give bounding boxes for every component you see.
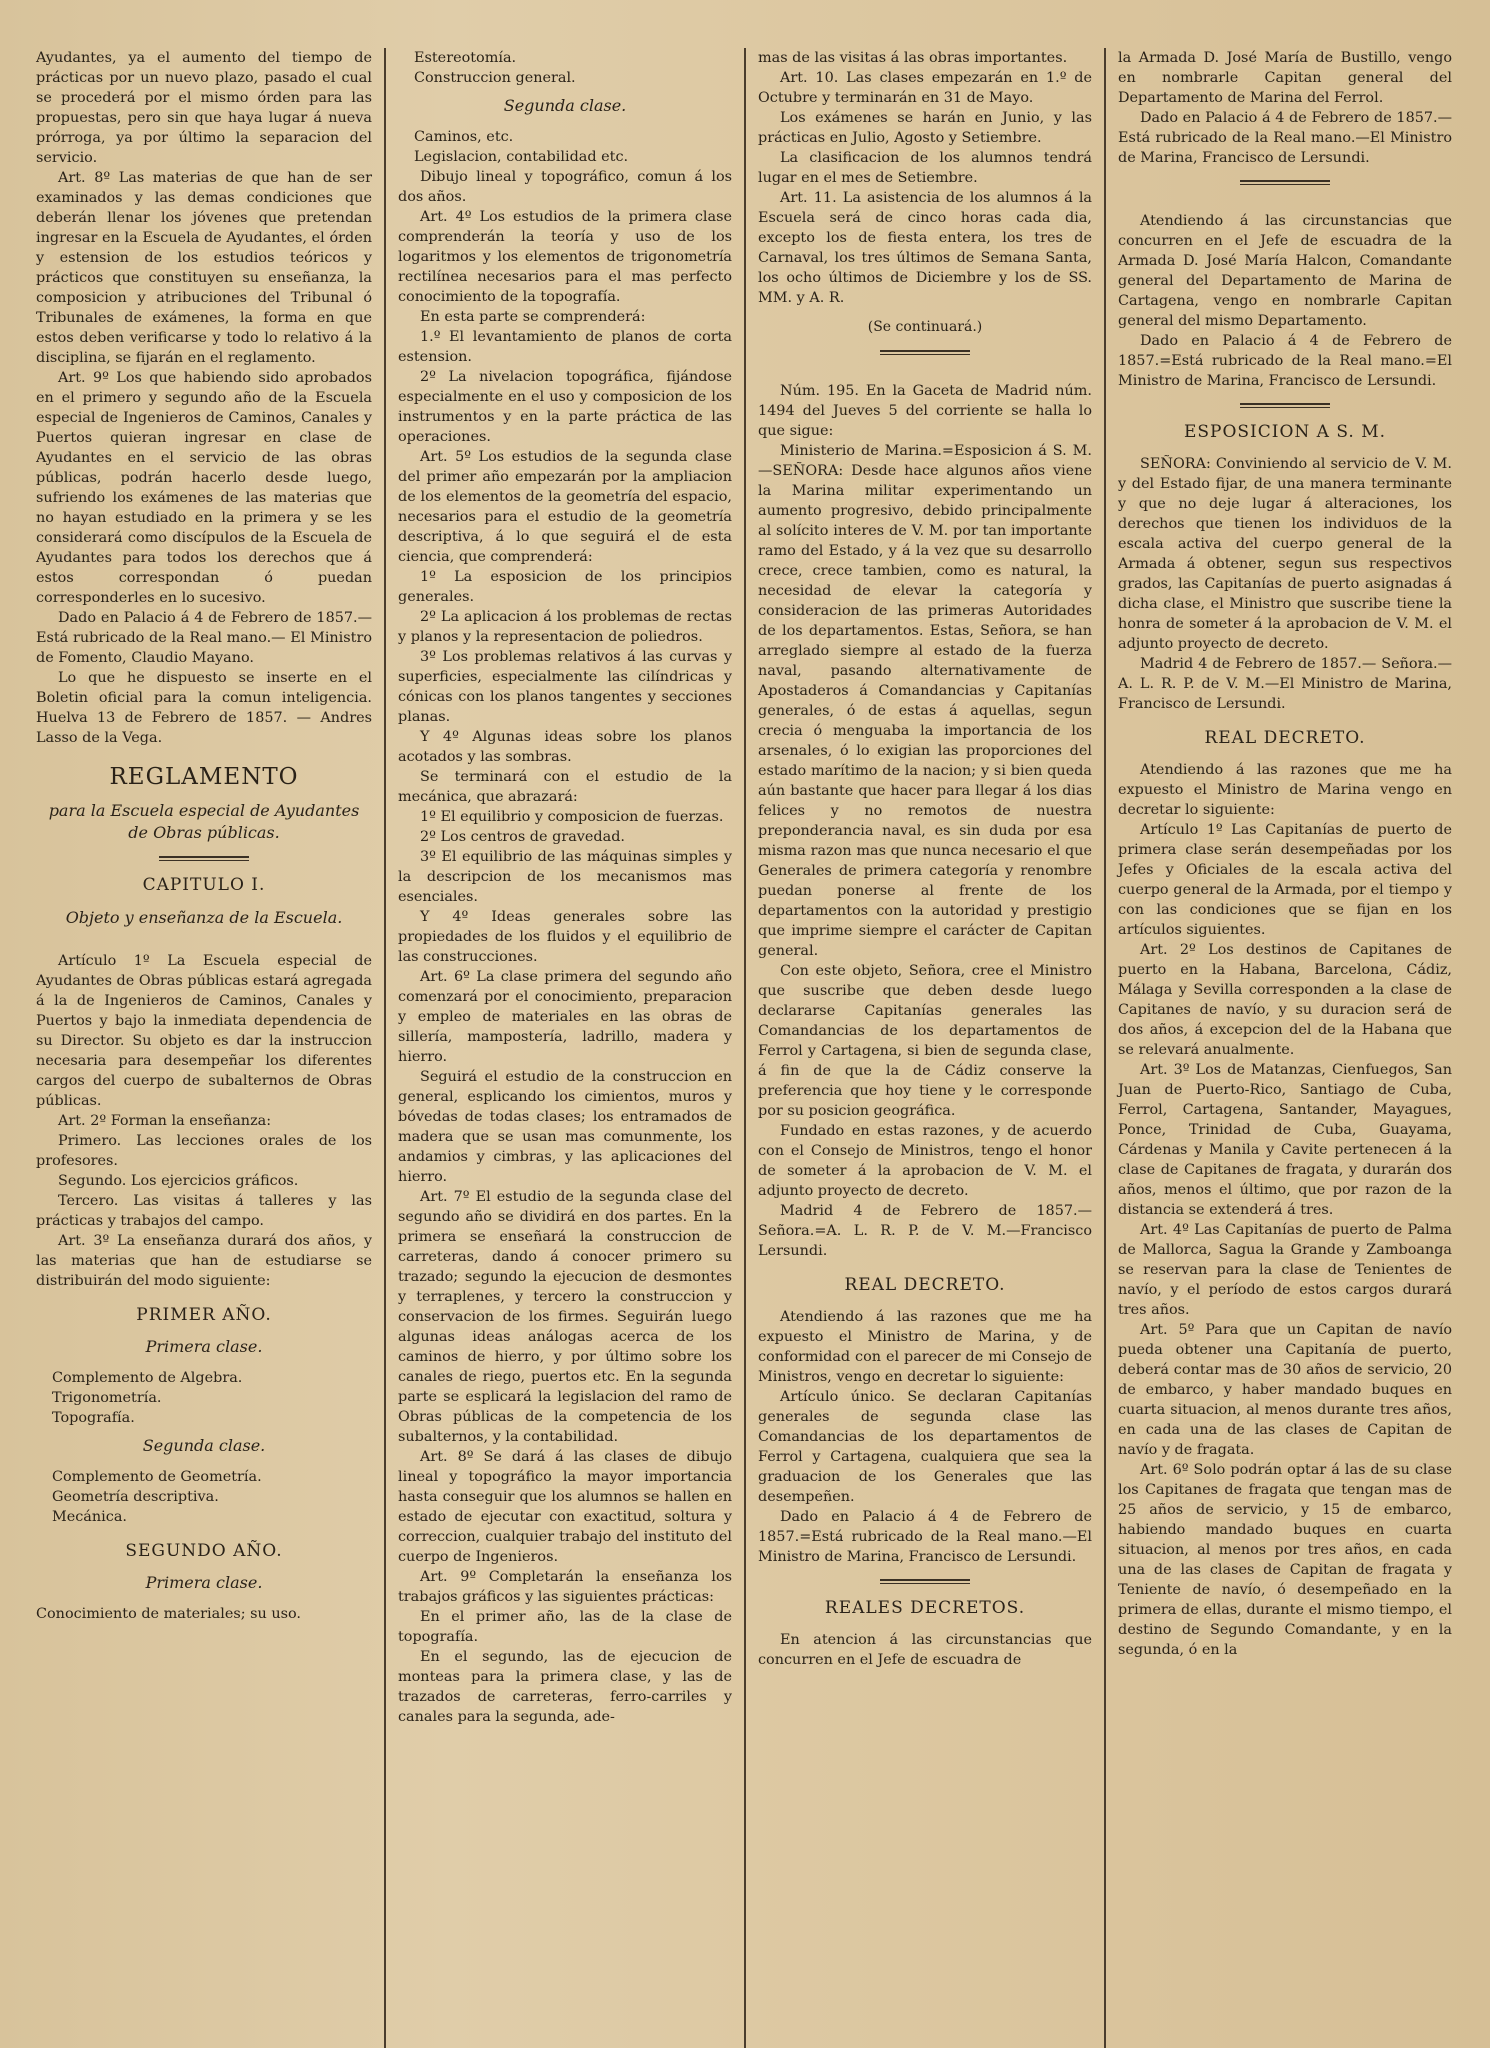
paragraph: la Armada D. José María de Bustillo, vengo en nombrarle Capitan general del Departamento de Marina del Ferrol. [1118,50,1452,106]
paragraph: 3º El equilibrio de las máquinas simples y la descripcion de los mecanismos mas esenciales. [398,849,732,905]
paragraph: Seguirá el estudio de la construccion en general, esplicando los cimientos, muros y bóvedas de todas clases; los entramados de madera que se usan mas comunmente, los andamios y cimbras, y las aplicaciones del hierro. [398,1069,732,1185]
paragraph: En el segundo, las de ejecucion de monteas para la primera clase, y las de trazados de carreteras, ferro-carriles y canales para la segunda, ade- [398,1649,732,1725]
paragraph: Art. 10. Las clases empezarán en 1.º de Octubre y terminarán en 31 de Mayo. [758,70,1092,106]
paragraph: Dado en Palacio á 4 de Febrero de 1857.— Está rubricado de la Real mano.— El Ministro de Fomento, Claudio Mayano. [36,610,372,666]
paragraph: Atendiendo á las circunstancias que concurren en el Jefe de escuadra de la Armada D. José María Halcon, Comandante general del Departamento de Marina de Cartagena, vengo en nombrarle Capitan general del mismo Departamento. [1118,213,1452,329]
paragraph: 1º La esposicion de los principios generales. [398,569,732,605]
columns [24,48,1466,2048]
divider [159,856,249,861]
paragraph: Art. 9º Los que habiendo sido aprobados en el primero y segundo año de la Escuela especial de Ingenieros de Caminos, Canales y Puertos quieran ingresar en clase de Ayudantes en el servicio de las obras públicas, podrán hacerlo desde luego, sufriendo los exámenes de las materias que no hayan estudiado en la primera y se les considerará como discípulos de la Escuela de Ayudantes para todos los derechos que á estos correspondan ó puedan corresponderles en lo sucesivo. [36,370,372,606]
segundo-ano-title: SEGUNDO AÑO. [125,1541,283,1561]
list-item: Construccion general. [414,70,576,86]
paragraph: Los exámenes se harán en Junio, y las prácticas en Julio, Agosto y Setiembre. [758,110,1092,146]
paragraph: Art. 2º Forman la enseñanza: [58,1113,272,1129]
paragraph: En esta parte se comprenderá: [420,309,646,325]
paragraph: 2º La aplicacion á los problemas de rectas y planos y la representacion de poliedros. [398,609,732,645]
paragraph: Dado en Palacio á 4 de Febrero de 1857.—Está rubricado de la Real mano.—El Ministro de Marina, Francisco de Lersundi. [1118,110,1452,166]
column-3 [744,48,1104,2048]
paragraph: Atendiendo á las razones que me ha expuesto el Ministro de Marina vengo en decretar lo siguiente: [1118,762,1452,818]
primer-ano-title: PRIMER AÑO. [136,1305,272,1325]
paragraph: Atendiendo á las razones que me ha expuesto el Ministro de Marina, y de conformidad con el parecer de mi Consejo de Ministros, vengo en decretar lo siguiente: [758,1309,1092,1385]
paragraph: Art. 3º La enseñanza durará dos años, y las materias que han de estudiarse se distribuirán del modo siguiente: [36,1233,372,1289]
paragraph: Artículo 1º Las Capitanías de puerto de primera clase serán desempeñadas por los Jefes y Oficiales de la escala activa del cuerpo general de la Armada, por el tiempo y con las condiciones que se fijan en los artículos siguientes. [1118,822,1452,938]
paragraph: Art. 8º Las materias de que han de ser examinados y las demas condiciones que deberán llenar los jóvenes que pretendan ingresar en la Escuela de Ayudantes, el órden y estension de los estudios teóricos y prácticos que constituyen su enseñanza, la composicion y atribuciones del Tribunal ó Tribunales de exámenes, la forma en que estos deben verificarse y todo lo relativo á la disciplina, se fijarán en el reglamento. [36,170,372,366]
column-4 [1104,48,1464,2048]
paragraph: SEÑORA: Conviniendo al servicio de V. M. y del Estado fijar, de una manera terminante y que no deje lugar á alteraciones, los derechos que tienen los individuos de la escala activa del cuerpo general de la Armada á obtener, segun sus respectivos grados, las Capitanías de puerto asignadas á dicha clase, el Ministro que suscribe tiene la honra de someter á la aprobacion de V. M. el adjunto proyecto de decreto. [1118,456,1452,652]
paragraph: Art. 6º La clase primera del segundo año comenzará por el conocimiento, preparacion y empleo de materiales en las obras de sillería, mampostería, ladrillo, madera y hierro. [398,969,732,1065]
list-item: Trigonometría. [52,1390,162,1406]
paragraph: Ministerio de Marina.=Esposicion á S. M.—SEÑORA: Desde hace algunos años viene la Marina militar experimentando un aumento progresivo, debido principalmente al solícito interes de V. M. por tan importante ramo del Estado, y á la vez que su desarrollo crece, crece tambien, como es natural, la necesidad de elevar la categoría y consideracion de las primeras Autoridades de los departamentos. Estas, Señora, se han arreglado siempre al estado de la fuerza naval, pasando alternativamente de Apostaderos á Comandancias y Capitanías generales, ó de estas á aquellas, segun crecia ó menguaba la importancia de los arsenales, ó lo exigian las proporciones del estado marítimo de la nacion; y si bien queda aún bastante que hacer para llegar á los dias felices y no remotos de nuestra preponderancia naval, es sin duda por esa misma razon mas que nunca necesario el que Generales de primera categoría y renombre puedan ponerse al frente de los departamentos con la autoridad y prestigio que imprime siempre el carácter de Capitan general. [758,443,1092,959]
paragraph: Art. 6º Solo podrán optar á las de su clase los Capitanes de fragata que tengan mas de 25 años de servicio, y 15 de embarco, habiendo mandado buques en cuarta situacion, al menos por tres años, en cada una de las clases de Capitan de fragata y Teniente de navío, ó desempeñado en la primera de ellas, durante el mismo tiempo, el destino de Segundo Comandante, y en la segunda, ó en la [1118,1462,1452,1658]
reglamento-title: REGLAMENTO [109,764,299,790]
real-decreto-heading: REAL DECRETO. [844,1275,1006,1295]
paragraph: Núm. 195. En la Gaceta de Madrid núm. 1494 del Jueves 5 del corriente se halla lo que sigue: [758,383,1092,439]
paragraph: 1º El equilibrio y composicion de fuerzas. [420,809,724,825]
paragraph: Con este objeto, Señora, cree el Ministro que suscribe que deben desde luego declararse Capitanías generales las Comandancias de los departamentos de Ferrol y Cartagena, si bien de segunda clase, á fin de que la de Cádiz conserve la preferencia que hoy tiene y le corresponde por su posicion geográfica. [758,963,1092,1119]
paragraph: Artículo 1º La Escuela especial de Ayudantes de Obras públicas estará agregada á la de Ingenieros de Caminos, Canales y Puertos y bajo la inmediata dependencia de su Director. Su objeto es dar la instruccion necesaria para desempeñar los diferentes cargos del cuerpo de subalternos de Obras públicas. [36,953,372,1109]
divider [1240,403,1330,408]
paragraph: Madrid 4 de Febrero de 1857.— Señora.—A. L. R. P. de V. M.—El Ministro de Marina, Francisco de Lersundi. [1118,656,1452,712]
paragraph: Y 4º Ideas generales sobre las propiedades de los fluidos y el equilibrio de las construcciones. [398,909,732,965]
paragraph: Art. 11. La asistencia de los alumnos á la Escuela será de cinco horas cada dia, excepto los de fiesta entera, los tres de Carnaval, los tres últimos de Semana Santa, los ocho últimos de Diciembre y los de SS. MM. y A. R. [758,190,1092,306]
reglamento-subtitle: para la Escuela especial de Ayudantes de Obras públicas. [48,801,360,842]
clase-heading: Segunda clase. [503,96,627,115]
real-decreto-heading: REAL DECRETO. [1204,728,1366,748]
paragraph: Tercero. Las visitas á talleres y las prácticas y trabajos del campo. [36,1193,372,1229]
reales-decretos-heading: REALES DECRETOS. [824,1598,1026,1618]
paragraph: Dibujo lineal y topográfico, comun á los dos años. [398,169,732,205]
paragraph: Conocimiento de materiales; su uso. [36,1606,302,1622]
paragraph: Art. 5º Para que un Capitan de navío pueda obtener una Capitanía de puerto, deberá contar mas de 30 años de servicio, 20 de embarco, y haber mandado buques en cuarta situacion, al menos durante tres años, en cada una de las clases de Capitan de navío y de fragata. [1118,1322,1452,1458]
paragraph: Primero. Las lecciones orales de los profesores. [36,1133,372,1169]
divider [1240,180,1330,185]
column-1 [24,48,384,2048]
esposicion-heading: ESPOSICION A S. M. [1183,422,1387,442]
clase-heading: Segunda clase. [142,1436,266,1455]
paragraph: Y 4º Algunas ideas sobre los planos acotados y las sombras. [398,729,732,765]
list-item: Complemento de Algebra. [52,1370,243,1386]
list-item: Complemento de Geometría. [52,1469,262,1485]
divider [880,1579,970,1584]
paragraph: Art. 4º Los estudios de la primera clase comprenderán la teoría y uso de los logaritmos y los elementos de trigonometría rectilínea necesarios para el mas perfecto conocimiento de la topografía. [398,209,732,305]
paragraph: 3º Los problemas relativos á las curvas y superficies, especialmente las cilíndricas y cónicas con los planos tangentes y secciones planas. [398,649,732,725]
list-item: Legislacion, contabilidad etc. [414,149,629,165]
capitulo-subtitle: Objeto y enseñanza de la Escuela. [65,908,343,927]
paragraph: mas de las visitas á las obras importantes. [758,50,1068,66]
paragraph: Segundo. Los ejercicios gráficos. [58,1173,299,1189]
paragraph: En el primer año, las de la clase de topografía. [398,1609,732,1645]
list-item: Estereotomía. [414,50,517,66]
paragraph: Fundado en estas razones, y de acuerdo con el Consejo de Ministros, tengo el honor de someter á la aprobacion de V. M. el adjunto proyecto de decreto. [758,1123,1092,1199]
paragraph: La clasificacion de los alumnos tendrá lugar en el mes de Setiembre. [758,150,1092,186]
paragraph: 2º La nivelacion topográfica, fijándose especialmente en el uso y composicion de los instrumentos y en la parte práctica de las operaciones. [398,369,732,445]
column-2 [384,48,744,2048]
paragraph: Lo que he dispuesto se inserte en el Boletin oficial para la comun inteligencia. Huelva 13 de Febrero de 1857. — Andres Lasso de la Vega. [36,670,372,746]
paragraph: Art. 4º Las Capitanías de puerto de Palma de Mallorca, Sagua la Grande y Zamboanga se reservan para la clase de Tenientes de navío, y el período de estos cargos durará tres años. [1118,1222,1452,1318]
clase-heading: Primera clase. [145,1573,263,1592]
paragraph: Art. 5º Los estudios de la segunda clase del primer año empezarán por la ampliacion de los elementos de la geometría del espacio, necesarios para el estudio de la geometría descriptiva, á lo que seguirá el de esta ciencia, que comprenderá: [398,449,732,565]
continuara-note: (Se continuará.) [867,319,983,335]
paragraph: Madrid 4 de Febrero de 1857.— Señora.=A. L. R. P. de V. M.—Francisco Lersundi. [758,1203,1092,1259]
paragraph: Artículo único. Se declaran Capitanías generales de segunda clase las Comandancias de los departamentos de Ferrol y Cartagena, cualquiera que sea la graduacion de los Generales que las desempeñen. [758,1389,1092,1505]
paragraph: 2º Los centros de gravedad. [420,829,626,845]
paragraph: Dado en Palacio á 4 de Febrero de 1857.=Está rubricado de la Real mano.=El Ministro de Marina, Francisco de Lersundi. [1118,333,1452,389]
list-item: Topografía. [52,1410,135,1426]
capitulo-title: CAPITULO I. [142,875,266,895]
paragraph: Ayudantes, ya el aumento del tiempo de prácticas por un nuevo plazo, pasado el cual se procederá por el mismo órden para las propuestas, pero sin que haya lugar á nueva prórroga, ya por último la separacion del servicio. [36,50,372,166]
list-item: Geometría descriptiva. [52,1489,219,1505]
paragraph: 1.º El levantamiento de planos de corta estension. [398,329,732,365]
paragraph: Art. 7º El estudio de la segunda clase del segundo año se dividirá en dos partes. En la primera se enseñará la construccion de carreteras, dando á conocer primero su trazado; segundo la ejecucion de desmontes y terraplenes, y tercero la construccion y conservacion de los firmes. Seguirán luego algunas ideas análogas acerca de los caminos de hierro, y por último sobre los canales de riego, puertos etc. En la segunda parte se esplicará la legislacion del ramo de Obras públicas de la competencia de los subalternos, y la contabilidad. [398,1189,732,1445]
list-item: Mecánica. [52,1509,127,1525]
paragraph: Se terminará con el estudio de la mecánica, que abrazará: [398,769,732,805]
divider [880,350,970,355]
paragraph: Art. 8º Se dará á las clases de dibujo lineal y topográfico la mayor importancia hasta conseguir que los alumnos se hallen en estado de ejecutar con exactitud, soltura y correccion, cualquier trabajo del instituto del cuerpo de Ingenieros. [398,1449,732,1565]
list-item: Caminos, etc. [414,129,514,145]
paragraph: Art. 3º Los de Matanzas, Cienfuegos, San Juan de Puerto-Rico, Santiago de Cuba, Ferrol, Cartagena, Santander, Mayagues, Ponce, Trinidad de Cuba, Guayama, Cárdenas y Manila y Cavite pertenecen á la clase de Capitanes de fragata, y durarán dos años, menos el último, que por razon de la distancia se extenderá á tres. [1118,1062,1452,1218]
clase-heading: Primera clase. [145,1337,263,1356]
paragraph: Dado en Palacio á 4 de Febrero de 1857.=Está rubricado de la Real mano.—El Ministro de Marina, Francisco de Lersundi. [758,1509,1092,1565]
paragraph: Art. 9º Completarán la enseñanza los trabajos gráficos y las siguientes prácticas: [398,1569,732,1605]
paragraph: En atencion á las circunstancias que concurren en el Jefe de escuadra de [758,1632,1092,1668]
paragraph: Art. 2º Los destinos de Capitanes de puerto en la Habana, Barcelona, Cádiz, Málaga y Sevilla corresponden a la clase de Capitanes de navío, y su duracion será de dos años, á excepcion del de la Habana que se relevará anualmente. [1118,942,1452,1058]
